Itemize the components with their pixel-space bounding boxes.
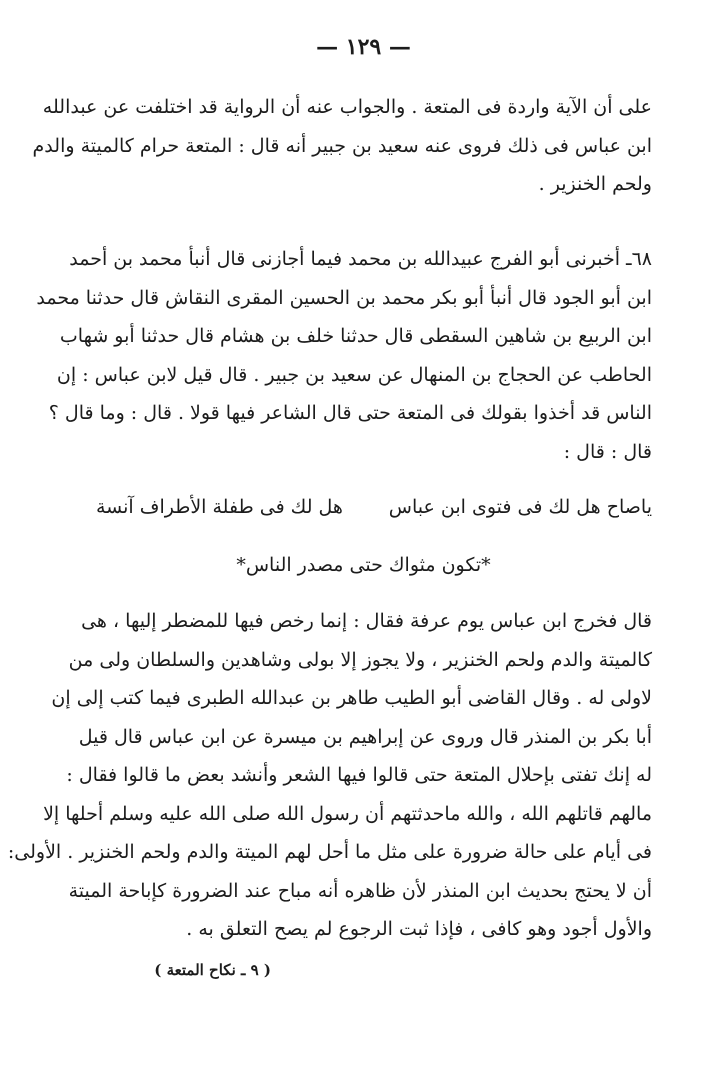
- text-line: أبا بكر بن المنذر قال وروى عن إبراهيم بن ميسرة عن ابن عباس قال قيل: [78, 725, 652, 748]
- poem-verse: [96, 488, 652, 526]
- text-line: ولحم الخنزير .: [538, 173, 652, 195]
- text-line: الناس قد أخذوا بقولك فى المتعة حتى قال الشاعر فيها قولا . قال : وما قال ؟: [48, 402, 652, 424]
- text-line: فى أيام على حالة ضرورة على مثل ما أحل لهم الميتة والدم ولحم الخنزير . الأولى:: [7, 841, 652, 863]
- text-line: قال : قال :: [563, 440, 652, 463]
- text-line: والأول أجود وهو كافى ، فإذا ثبت الرجوع لم يصح التعلق به .: [186, 918, 652, 940]
- text-line: ابن أبو الجود قال أنبأ أبو بكر محمد بن الحسين المقرى النقاش قال حدثنا محمد: [36, 286, 652, 309]
- text-line: أن لا يحتج بحديث ابن المنذر لأن ظاهره أنه مباح عند الضرورة كإباحة الميتة: [68, 879, 652, 902]
- verse-closing-line: *تكون مثواك حتى مصدر الناس*: [236, 554, 491, 576]
- paragraph-1: [32, 88, 652, 204]
- text-line: قال فخرج ابن عباس يوم عرفة فقال : إنما رخص فيها للمضطر إليها ، هى: [81, 610, 652, 632]
- text-line: كالميتة والدم ولحم الخنزير ، ولا يجوز إلا بولى وشاهدين والسلطان ولى من: [68, 648, 652, 671]
- text-line: مالهم قاتلهم الله ، والله ماحدثتهم أن رسول الله صلى الله عليه وسلم أحلها إلا: [43, 802, 652, 825]
- paragraph-2: [36, 240, 652, 471]
- text-line: ابن الربيع بن شاهين السقطى قال حدثنا خلف بن هشام قال حدثنا أبو شهاب: [59, 325, 652, 347]
- page-number: — ١٢٩ —: [316, 34, 411, 60]
- verse-hemistich-right: ياصاح هل لك فى فتوى ابن عباس: [388, 496, 652, 518]
- text-line: الحاطب عن الحجاج بن المنهال عن سعيد بن جبير . قال قيل لابن عباس : إن: [56, 363, 652, 386]
- text-line: ٦٨ـ أخبرنى أبو الفرج عبيدالله بن محمد فيما أجازنى قال أنبأ محمد بن أحمد: [69, 248, 652, 270]
- text-line: على أن الآية واردة فى المتعة . والجواب عنه أن الرواية قد اختلفت عن عبدالله: [42, 96, 652, 118]
- text-line: له إنك تفتى بإحلال المتعة حتى قالوا فيها الشعر وأنشد بعض ما قالوا فقال :: [66, 764, 652, 786]
- signature-footer: ( ٩ ـ نكاح المتعة ): [154, 961, 271, 979]
- text-line: لاولى له . وقال القاضى أبو الطيب طاهر بن عبدالله الطبرى فيما كتب إلى إن: [51, 687, 652, 709]
- paragraph-3: [7, 602, 652, 949]
- text-line: ابن عباس فى ذلك فروى عنه سعيد بن جبير أنه قال : المتعة حرام كالميتة والدم: [32, 134, 652, 157]
- verse-hemistich-left: هل لك فى طفلة الأطراف آنسة: [96, 496, 343, 518]
